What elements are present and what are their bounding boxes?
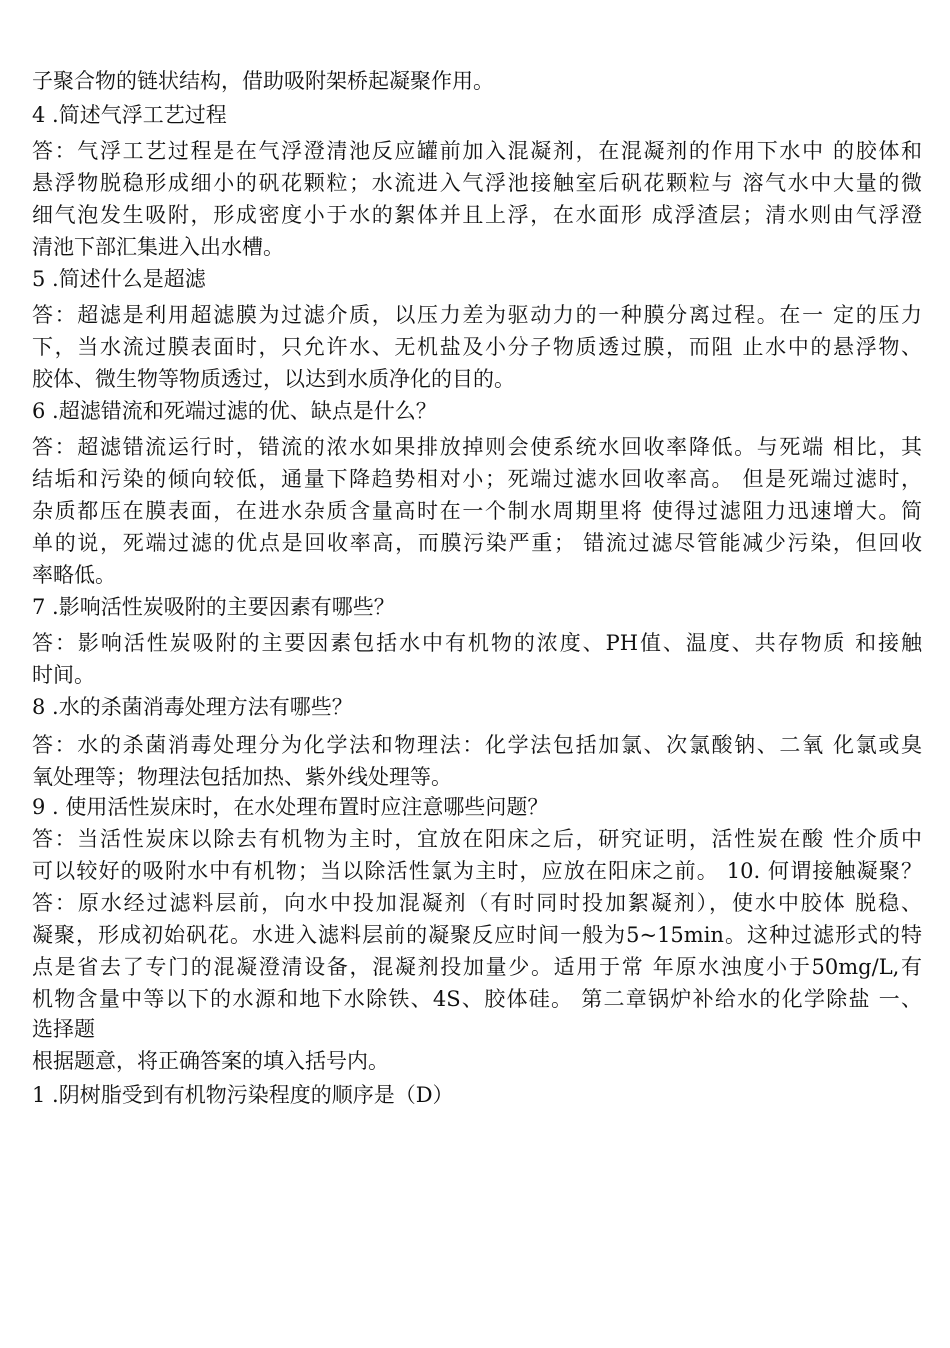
question-heading: 5 .简述什么是超滤 [32,267,206,291]
answer-line: 时间。 [32,663,95,687]
answer-line: 可以较好的吸附水中有机物；当以除活性氯为主时，应放在阳床之前。 10. 何谓接触凝聚？ [32,859,922,883]
answer-line: 氧处理等；物理法包括加热、紫外线处理等。 [32,765,452,789]
answer-line: 清池下部汇集进入出水槽。 [32,235,284,259]
answer-line: 答：超滤是利用超滤膜为过滤介质，以压力差为驱动力的一种膜分离过程。在一 定的压力 [32,303,922,327]
answer-line: 答：原水经过滤料层前，向水中投加混凝剂（有时同时投加絮凝剂），使水中胶体 脱稳、 [32,891,922,915]
section-heading: 选择题 [32,1017,95,1041]
answer-line: 胶体、微生物等物质透过，以达到水质净化的目的。 [32,367,515,391]
answer-line: 答：影响活性炭吸附的主要因素包括水中有机物的浓度、PH值、温度、共存物质 和接触 [32,631,922,655]
question-heading: 9 . 使用活性炭床时，在水处理布置时应注意哪些问题？ [32,795,549,819]
answer-line: 悬浮物脱稳形成细小的矾花颗粒；水流进入气浮池接触室后矾花颗粒与 溶气水中大量的微 [32,171,922,195]
text-line: 子聚合物的链状结构，借助吸附架桥起凝聚作用。 [32,69,494,93]
question-heading: 8 .水的杀菌消毒处理方法有哪些？ [32,695,353,719]
answer-line: 答：水的杀菌消毒处理分为化学法和物理法：化学法包括加氯、次氯酸钠、二氧 化氯或臭 [32,733,922,757]
answer-line: 细气泡发生吸附，形成密度小于水的絮体并且上浮，在水面形 成浮渣层；清水则由气浮澄 [32,203,922,227]
answer-line: 答：当活性炭床以除去有机物为主时，宜放在阳床之后，研究证明，活性炭在酸 性介质中 [32,827,922,851]
answer-line: 率略低。 [32,563,116,587]
answer-line: 下，当水流过膜表面时，只允许水、无机盐及小分子物质透过膜，而阻 止水中的悬浮物、 [32,335,922,359]
answer-line: 凝聚，形成初始矾花。水进入滤料层前的凝聚反应时间一般为5~15min。这种过滤形式的特 [32,923,922,947]
question-heading: 7 .影响活性炭吸附的主要因素有哪些？ [32,595,395,619]
answer-line: 单的说，死端过滤的优点是回收率高，而膜污染严重； 错流过滤尽管能减少污染，但回收 [32,531,922,555]
answer-line: 杂质都压在膜表面，在进水杂质含量高时在一个制水周期里将 使得过滤阻力迅速增大。简 [32,499,922,523]
answer-line: 点是省去了专门的混凝澄清设备，混凝剂投加量少。适用于常 年原水浊度小于50mg/L,有 [32,955,922,979]
question-heading: 6 .超滤错流和死端过滤的优、缺点是什么？ [32,399,437,423]
question-heading: 4 .简述气浮工艺过程 [32,103,227,127]
answer-line: 答：超滤错流运行时，错流的浓水如果排放掉则会使系统水回收率降低。与死端 相比，其 [32,435,922,459]
answer-line: 结垢和污染的倾向较低，通量下降趋势相对小；死端过滤水回收率高。 但是死端过滤时， [32,467,922,491]
answer-line: 答：气浮工艺过程是在气浮澄清池反应罐前加入混凝剂，在混凝剂的作用下水中 的胶体和 [32,139,922,163]
question-heading: 1 .阴树脂受到有机物污染程度的顺序是（D） [32,1083,454,1107]
answer-line: 机物含量中等以下的水源和地下水除铁、4S、胶体硅。 第二章锅炉补给水的化学除盐 一、 [32,987,922,1011]
instruction-line: 根据题意，将正确答案的填入括号内。 [32,1049,389,1073]
